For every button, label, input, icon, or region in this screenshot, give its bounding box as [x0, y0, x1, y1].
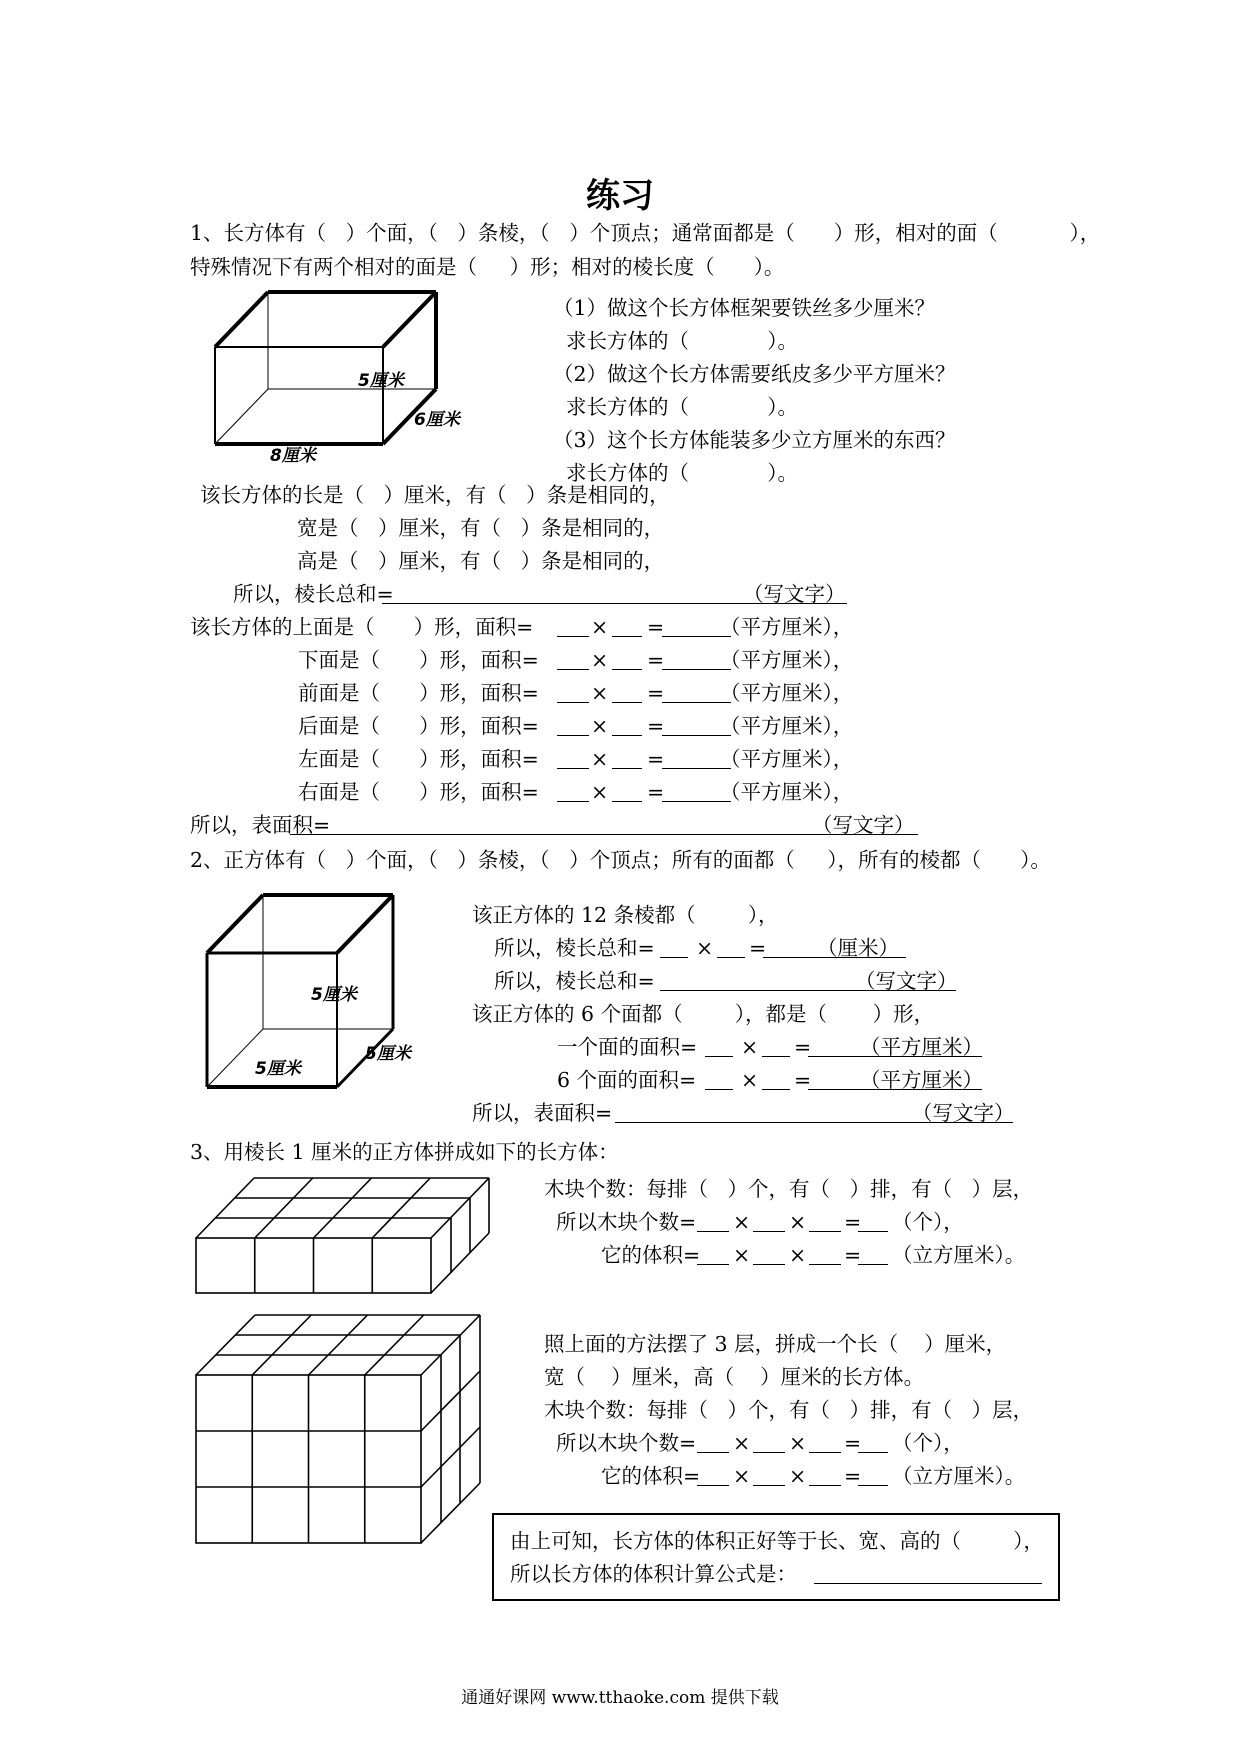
equals-sign: =: [647, 714, 665, 738]
q1-edge-total-prefix: 所以，棱长总和=: [233, 582, 394, 606]
face-row-label: 左面是（ ）形，面积=: [298, 747, 539, 771]
q3-volume-prefix-b: 它的体积=: [601, 1464, 701, 1488]
q2-one-face-unit: （平方厘米）: [860, 1035, 983, 1059]
times-sign: ×: [789, 1243, 807, 1267]
q1-surface-prefix: 所以，表面积=: [190, 813, 331, 837]
times-sign: ×: [696, 936, 714, 960]
q3-formula-blank[interactable]: [814, 1583, 1042, 1584]
q2-faces-line: 该正方体的 6 个面都（ ），都是（ ）形，: [472, 1002, 935, 1026]
face-row-label: 后面是（ ）形，面积=: [298, 714, 539, 738]
q1-height-line: 高是（ ）厘米，有（ ）条是相同的，: [297, 549, 665, 573]
q3-count-total-prefix-b: 所以木块个数=: [556, 1431, 697, 1455]
equals-sign: =: [647, 747, 665, 771]
face-area-blank-a[interactable]: [557, 768, 589, 769]
footer-credit: 通通好课网 www.tthaoke.com 提供下载: [461, 1688, 779, 1708]
q3-volume-blank-d2[interactable]: [858, 1485, 888, 1486]
face-area-unit: （平方厘米），: [720, 714, 854, 738]
q2-one-face-prefix: 一个面的面积=: [557, 1035, 698, 1059]
equals-sign: =: [647, 648, 665, 672]
times-sign: ×: [733, 1431, 751, 1455]
face-row-label: 前面是（ ）形，面积=: [298, 681, 539, 705]
face-area-blank-b[interactable]: [612, 702, 642, 703]
q3-count-blank-d2[interactable]: [858, 1452, 888, 1453]
equals-sign: =: [844, 1431, 862, 1455]
cube-depth-label: 5厘米: [365, 1044, 411, 1064]
q2-edge-total-prefix-2: 所以，棱长总和=: [494, 969, 655, 993]
q3-volume-blank-b2[interactable]: [753, 1485, 785, 1486]
q2-edge-total-note: （写文字）: [855, 969, 958, 993]
face-area-unit: （平方厘米），: [720, 780, 854, 804]
page-title: 练习: [586, 176, 654, 216]
times-sign: ×: [789, 1210, 807, 1234]
q1-sub3: （3）这个长方体能装多少立方厘米的东西？: [553, 428, 956, 452]
conclusion-box: [492, 1513, 1060, 1601]
times-sign: ×: [741, 1068, 759, 1092]
q3-volume-blank-c2[interactable]: [809, 1485, 841, 1486]
times-sign: ×: [591, 747, 609, 771]
q1-edge-total-note: （写文字）: [743, 582, 846, 606]
q3-stack-line2: 宽（ ）厘米，高（ ）厘米的长方体。: [544, 1365, 925, 1389]
q3-volume-prefix: 它的体积=: [601, 1243, 701, 1267]
equals-sign: =: [794, 1068, 812, 1092]
times-sign: ×: [733, 1464, 751, 1488]
q2-surface-prefix: 所以，表面积=: [472, 1101, 613, 1125]
q3-conclusion-line2: 所以长方体的体积计算公式是：: [510, 1562, 797, 1586]
q3-count-blank-c2[interactable]: [809, 1452, 841, 1453]
face-area-blank-b[interactable]: [612, 636, 642, 637]
times-sign: ×: [591, 648, 609, 672]
equals-sign: =: [794, 1035, 812, 1059]
face-area-blank-b[interactable]: [612, 768, 642, 769]
face-area-unit: （平方厘米），: [720, 747, 854, 771]
q2-line1: 2、正方体有（ ）个面，（ ）条棱，（ ）个顶点；所有的面都（ ），所有的棱都（ ）。: [190, 848, 1051, 872]
equals-sign: =: [844, 1243, 862, 1267]
face-area-unit: （平方厘米），: [720, 648, 854, 672]
times-sign: ×: [741, 1035, 759, 1059]
q2-edge-total-prefix: 所以，棱长总和=: [494, 936, 655, 960]
face-area-blank-b[interactable]: [612, 669, 642, 670]
face-area-unit: （平方厘米），: [720, 615, 854, 639]
times-sign: ×: [591, 681, 609, 705]
face-row-label: 右面是（ ）形，面积=: [298, 780, 539, 804]
times-sign: ×: [789, 1431, 807, 1455]
q1-sub3-answer: 求长方体的（ ）。: [566, 461, 798, 485]
q1-line1: 1、长方体有（ ）个面，（ ）条棱，（ ）个顶点；通常面都是（ ）形，相对的面（ ），: [190, 221, 1101, 245]
times-sign: ×: [733, 1210, 751, 1234]
equals-sign: =: [647, 681, 665, 705]
equals-sign: =: [749, 936, 767, 960]
q1-sub1: （1）做这个长方体框架要铁丝多少厘米？: [553, 296, 936, 320]
cuboid-width-label: 6厘米: [414, 410, 460, 430]
equals-sign: =: [844, 1464, 862, 1488]
q2-edges-line: 该正方体的 12 条棱都（ ），: [472, 903, 779, 927]
face-area-blank-a[interactable]: [557, 669, 589, 670]
q3-count-unit: （个），: [892, 1210, 964, 1234]
equals-sign: =: [647, 780, 665, 804]
q3-count-unit-b: （个），: [892, 1431, 964, 1455]
q3-volume-blank-a2[interactable]: [697, 1485, 729, 1486]
equals-sign: =: [647, 615, 665, 639]
q2-six-face-prefix: 6 个面的面积=: [557, 1068, 697, 1092]
q3-count-blank-b2[interactable]: [753, 1452, 785, 1453]
times-sign: ×: [733, 1243, 751, 1267]
q3-count-total-prefix: 所以木块个数=: [556, 1210, 697, 1234]
q2-edge-total-unit: （厘米）: [817, 936, 899, 960]
cuboid-length-label: 8厘米: [270, 446, 316, 466]
q3-line1: 3、用棱长 1 厘米的正方体拼成如下的长方体：: [190, 1140, 619, 1164]
face-area-blank-a[interactable]: [557, 801, 589, 802]
q3-count-line-b: 木块个数：每排（ ）个，有（ ）排，有（ ）层，: [544, 1398, 1034, 1422]
times-sign: ×: [591, 615, 609, 639]
face-area-blank-a[interactable]: [557, 636, 589, 637]
q1-length-line: 该长方体的长是（ ）厘米，有（ ）条是相同的，: [200, 483, 670, 507]
times-sign: ×: [591, 714, 609, 738]
q2-surface-note: （写文字）: [912, 1101, 1015, 1125]
q2-six-face-unit: （平方厘米）: [860, 1068, 983, 1092]
cuboid-height-label: 5厘米: [358, 371, 404, 391]
face-area-unit: （平方厘米），: [720, 681, 854, 705]
q3-count-blank-a2[interactable]: [697, 1452, 729, 1453]
face-area-blank-a[interactable]: [557, 702, 589, 703]
face-area-blank-a[interactable]: [557, 735, 589, 736]
q1-sub2-answer: 求长方体的（ ）。: [566, 395, 798, 419]
face-row-label: 该长方体的上面是（ ）形，面积=: [190, 615, 534, 639]
q1-width-line: 宽是（ ）厘米，有（ ）条是相同的，: [297, 516, 665, 540]
q1-surface-note: （写文字）: [812, 813, 915, 837]
times-sign: ×: [591, 780, 609, 804]
face-area-blank-b[interactable]: [612, 801, 642, 802]
q1-sub1-answer: 求长方体的（ ）。: [566, 329, 798, 353]
equals-sign: =: [844, 1210, 862, 1234]
cube-bottom-label: 5厘米: [255, 1059, 301, 1079]
face-row-label: 下面是（ ）形，面积=: [298, 648, 539, 672]
q3-count-line: 木块个数：每排（ ）个，有（ ）排，有（ ）层，: [544, 1177, 1034, 1201]
q3-volume-unit-b: （立方厘米）。: [892, 1464, 1026, 1488]
times-sign: ×: [789, 1464, 807, 1488]
q3-stack-line1: 照上面的方法摆了 3 层，拼成一个长（ ）厘米，: [544, 1332, 1007, 1356]
q1-sub2: （2）做这个长方体需要纸皮多少平方厘米？: [553, 362, 956, 386]
q1-line2: 特殊情况下有两个相对的面是（ ）形；相对的棱长度（ ）。: [190, 255, 785, 279]
face-area-blank-b[interactable]: [612, 735, 642, 736]
q3-volume-unit: （立方厘米）。: [892, 1243, 1026, 1267]
cube-height-label: 5厘米: [311, 985, 357, 1005]
q3-conclusion-line1: 由上可知，长方体的体积正好等于长、宽、高的（ ），: [510, 1529, 1044, 1553]
